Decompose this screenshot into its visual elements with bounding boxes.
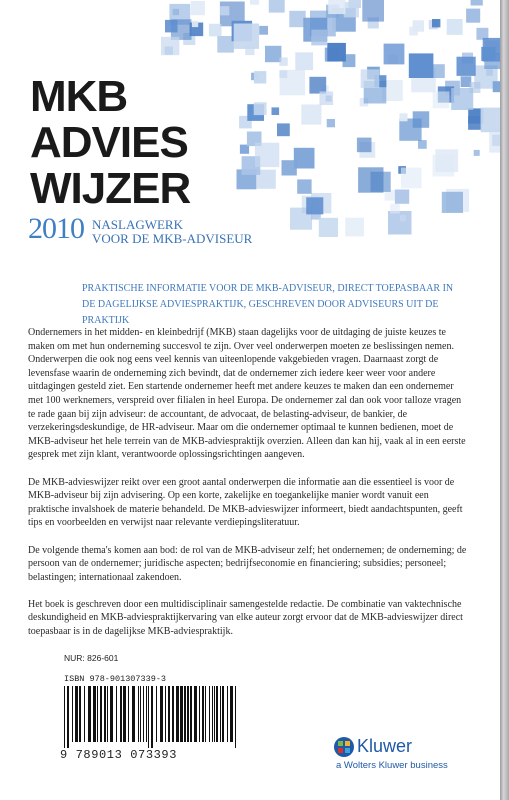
paragraph-2: De MKB-advieswijzer reikt over een groot aantal onderwerpen die informatie aan die essentieel is voor de MKB-adviseur bij zijn advisering. Op een korte, zakelijke en toegankelijke manier wordt vanuit een praktische invalshoek de materie behandeld. De MKB-advieswijzer informeert, biedt aandachtspunten, geeft tips en voorbeelden en verwijst naar relevante verdiepingsliteratuur. <box>28 476 463 529</box>
mosaic-square <box>279 57 288 66</box>
publisher-tagline: a Wolters Kluwer business <box>336 760 448 771</box>
mosaic-square <box>250 0 259 5</box>
mosaic-square <box>399 119 421 141</box>
book-title <box>30 72 191 213</box>
mosaic-square <box>269 0 285 13</box>
barcode-bar <box>180 686 183 742</box>
book-subtitle <box>92 218 252 246</box>
mosaic-square <box>481 108 500 133</box>
mosaic-square <box>259 26 268 35</box>
mosaic-square <box>234 24 259 49</box>
barcode-bar <box>64 686 65 748</box>
barcode-bar <box>199 686 200 742</box>
mosaic-square <box>433 92 450 109</box>
barcode-bar <box>205 686 206 742</box>
mosaic-square <box>255 143 279 167</box>
mosaic-square <box>319 218 338 237</box>
mosaic-square <box>418 140 427 149</box>
barcode-bar <box>120 686 122 742</box>
paragraph-3: De volgende thema's komen aan bod: de rol van de MKB-adviseur zelf; het ondernemen; de onderneming; de persoon van de ondernemer; juridische aspecten; bedrijfseconomie en financiering; subsidies; personeel; belastingen; internationaal zakendoen. <box>28 544 467 583</box>
mosaic-square <box>481 47 495 61</box>
barcode-icon <box>60 686 240 748</box>
title-line-2: ADVIES <box>30 118 188 167</box>
page-edge <box>500 0 509 800</box>
barcode-bar <box>194 686 197 742</box>
mosaic-square <box>466 9 480 23</box>
subtitle-line-1: NASLAGWERK <box>92 217 183 232</box>
title-line-3: WIJZER <box>30 164 191 213</box>
mosaic-square <box>400 113 408 121</box>
barcode-bar <box>100 686 102 742</box>
barcode-bar <box>79 686 81 742</box>
barcode-bar <box>104 686 106 742</box>
mosaic-square <box>277 123 290 136</box>
mosaic-square <box>327 119 335 127</box>
barcode-bar <box>222 686 224 742</box>
barcode-bar <box>187 686 189 742</box>
mosaic-square <box>328 0 345 14</box>
paragraph-4: Het boek is geschreven door een multidisciplinair samengestelde redactie. De combinatie van vaktechnische deskundigheid en MKB-adviespraktijkervaring van elke auteur zorgt ervoor dat de MKB-advieswijzer direct toepasbaar is in de dagelijkse MKB-adviespraktijk. <box>28 598 463 638</box>
mosaic-square <box>306 197 323 214</box>
mosaic-square <box>320 91 334 105</box>
mosaic-square <box>282 160 297 175</box>
mosaic-square <box>295 52 313 70</box>
barcode-bar <box>160 686 163 742</box>
kluwer-logo-icon <box>333 736 355 758</box>
barcode-bar <box>176 686 179 742</box>
mosaic-square <box>192 21 198 27</box>
barcode-bar <box>148 686 149 748</box>
barcode-bar <box>216 686 218 742</box>
subtitle-line-2: VOOR DE MKB-ADVISEUR <box>92 231 253 246</box>
barcode-bar <box>212 686 213 742</box>
barcode-bar <box>227 686 228 742</box>
publisher-name: Kluwer <box>357 736 413 756</box>
barcode-bar <box>209 686 210 742</box>
mosaic-square <box>471 0 483 6</box>
mosaic-square <box>433 155 455 177</box>
mosaic-square <box>161 37 179 55</box>
barcode-bar <box>168 686 170 742</box>
barcode-bar <box>214 686 215 742</box>
mosaic-square <box>301 105 321 125</box>
mosaic-square <box>309 77 326 94</box>
barcode-bar <box>84 686 85 742</box>
mosaic-square <box>357 138 372 153</box>
barcode-bar <box>146 686 147 742</box>
mosaic-square <box>468 116 482 130</box>
title-line-1: MKB <box>30 72 128 121</box>
barcode-bar <box>165 686 166 742</box>
barcode-bar <box>138 686 139 742</box>
mosaic-square <box>362 0 384 22</box>
barcode-bar <box>88 686 91 742</box>
mosaic-square <box>409 53 434 78</box>
mosaic-square <box>165 20 178 33</box>
mosaic-square <box>493 81 500 92</box>
barcode-bar <box>110 686 113 742</box>
mosaic-square <box>344 2 359 17</box>
mosaic-square <box>409 27 418 36</box>
edition-year: 2010 <box>28 212 84 245</box>
mosaic-square <box>209 24 222 37</box>
mosaic-square <box>384 44 405 65</box>
barcode-digits: 9 789013 073393 <box>60 748 178 762</box>
isbn-code: ISBN 978-901307339-3 <box>64 674 167 684</box>
mosaic-square <box>442 192 463 213</box>
barcode-bar <box>93 686 96 742</box>
mosaic-square <box>254 102 267 115</box>
mosaic-square <box>327 43 346 62</box>
barcode-bar <box>107 686 108 742</box>
barcode-bar <box>184 686 186 742</box>
barcode-bar <box>132 686 135 742</box>
mosaic-square <box>474 150 480 156</box>
mosaic-square <box>191 1 205 15</box>
mosaic-square <box>358 167 383 192</box>
barcode-bar <box>72 686 73 742</box>
mosaic-square <box>265 46 281 62</box>
barcode-bar <box>151 686 153 748</box>
mosaic-square <box>345 218 364 237</box>
mosaic-square <box>395 190 409 204</box>
mosaic-square <box>447 19 463 35</box>
mosaic-square <box>297 179 311 193</box>
barcode-bar <box>123 686 126 742</box>
intro-blurb: PRAKTISCHE INFORMATIE VOOR DE MKB-ADVISEUR, DIRECT TOEPASBAAR IN DE DAGELIJKSE ADVIESPRAKTIJK, GESCHREVEN DOOR ADVISEURS UIT DE PRAKTIJK <box>82 283 454 326</box>
barcode-bar <box>97 686 98 742</box>
barcode-bar <box>235 686 236 748</box>
mosaic-square <box>294 148 315 169</box>
barcode-bar <box>172 686 174 742</box>
barcode-bar <box>128 686 129 742</box>
barcode-bar <box>202 686 204 742</box>
barcode-bar <box>230 686 233 742</box>
barcode-bar <box>116 686 117 742</box>
barcode-bar <box>75 686 78 742</box>
barcode-bar <box>220 686 221 742</box>
description-text <box>28 326 468 652</box>
mosaic-square <box>388 211 412 235</box>
paragraph-1: Ondernemers in het midden- en kleinbedrijf (MKB) staan dagelijks voor de uitdaging de juiste keuzes te maken om met hun onderneming succesvol te zijn. Over veel onderwerpen moeten ze beslissingen nemen. Onderwerpen die ook nog eens veel kennis van uiteenlopende vakgebieden vragen. Daarnaast zorgt de levensfase waarin de onderneming zich bevindt, dat de ondernemer zich iedere keer weer voor andere uitdagingen gesteld ziet. Een startende ondernemer heeft met andere keuzes te maken dan een ondernemer met 100 werknemers, verspreid over filialen in heel Europa. De ondernemer zal dan ook voor talloze vragen te rade gaan bij zijn adviseur: de accountant, de advocaat, de belasting-adviseur, de bankier, de verzekeringsdeskundige, de HR-adviseur. Maar om die ondernemer optimaal te kunnen bedienen, moet de MKB-adviseur het hele terrein van de MKB-adviespraktijk overzien. Alleen dan kan hij, vaak al in een eerste gesprek met zijn klant, verantwoorde oplossingsrichtingen aangeven. <box>28 327 466 461</box>
mosaic-square <box>217 36 234 53</box>
mosaic-square <box>254 71 266 83</box>
mosaic-square <box>457 57 476 76</box>
barcode-bar <box>190 686 192 742</box>
mosaic-square <box>220 6 229 15</box>
mosaic-square <box>432 19 440 27</box>
mosaic-square <box>311 30 327 46</box>
mosaic-square <box>390 204 400 214</box>
barcode-bar <box>143 686 144 742</box>
mosaic-square <box>401 168 422 189</box>
mosaic-square <box>361 69 380 88</box>
mosaic-square <box>272 107 280 115</box>
nur-code: NUR: 826-601 <box>64 653 119 663</box>
barcode-bar <box>140 686 141 742</box>
mosaic-square <box>280 70 306 96</box>
barcode-bar <box>156 686 157 742</box>
mosaic-square <box>289 11 305 27</box>
barcode-bar <box>67 686 69 748</box>
mosaic-square <box>492 135 500 146</box>
mosaic-square <box>451 88 473 110</box>
mosaic-square <box>400 215 406 221</box>
